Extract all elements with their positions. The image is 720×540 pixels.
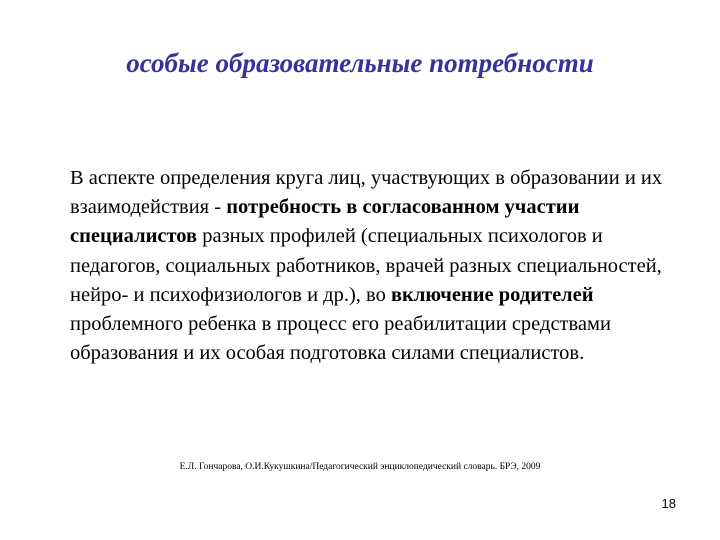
citation: Е.Л. Гончарова, О.И.Кукушкина/Педагогический энциклопедический словарь. БРЭ, 2009	[179, 462, 541, 472]
slide-body-text	[70, 164, 690, 368]
body-emphasis-2: включение родителей	[390, 283, 594, 306]
body-emphasis-1: потребность в согласованном участии специалистов	[70, 196, 580, 248]
page-number: 18	[661, 496, 676, 511]
body-paragraph	[70, 164, 690, 368]
body-text-segment-3: проблемного ребенка в процесс его реабилитации средствами образования и их особая подготовка силами специалистов.	[70, 313, 611, 365]
body-text-segment-1: В аспекте определения круга лиц, участвующих в образовании и их взаимодействия -	[70, 167, 663, 219]
slide-title: особые образовательные потребности	[126, 48, 594, 78]
body-text-segment-2: разных профилей (специальных психологов и педагогов, социальных работников, врачей разных специальностей, нейро- и психофизиологов и др.), во	[70, 225, 662, 306]
